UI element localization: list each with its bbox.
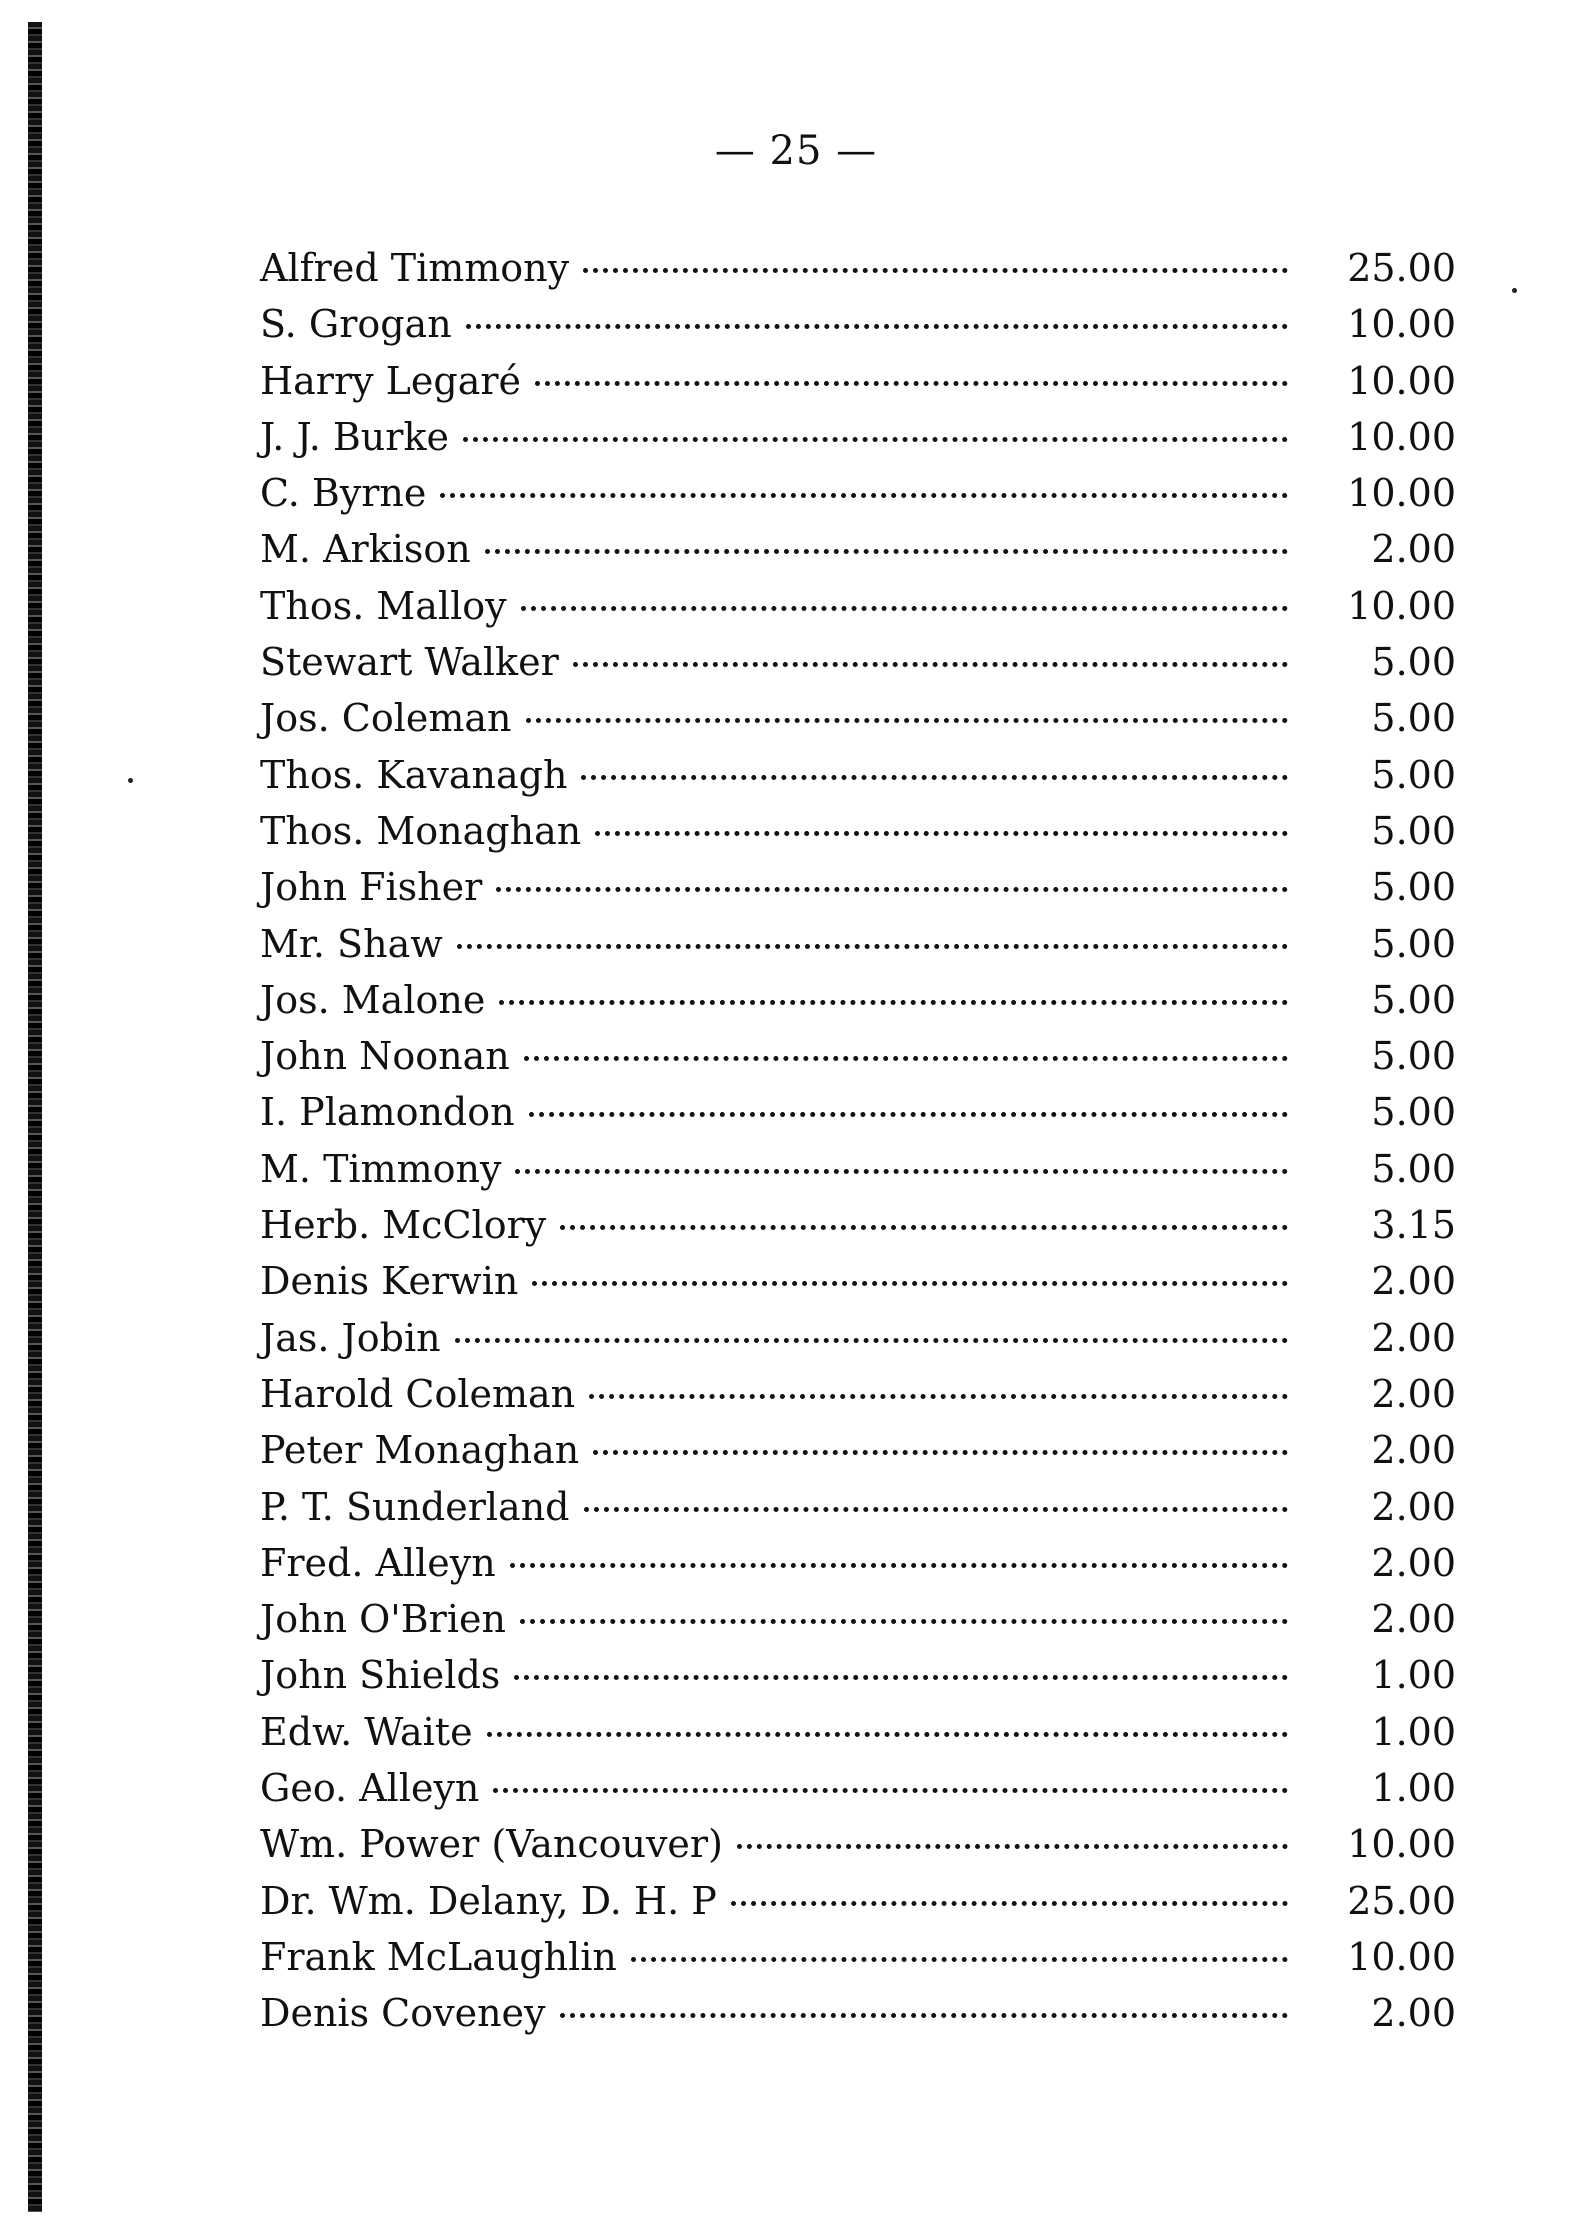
entry-amount: 5.00 xyxy=(1371,1146,1456,1191)
entry-amount: 5.00 xyxy=(1371,865,1456,910)
list-item xyxy=(260,1704,1456,1760)
dot-leader xyxy=(524,1056,1288,1061)
dot-leader xyxy=(493,1788,1288,1793)
dot-leader xyxy=(526,718,1288,723)
entry-amount: 10.00 xyxy=(1347,302,1456,347)
list-item xyxy=(260,916,1456,972)
list-item xyxy=(260,803,1456,859)
entry-name: John Shields xyxy=(260,1653,501,1698)
entry-amount: 5.00 xyxy=(1371,696,1456,741)
list-item xyxy=(260,1028,1456,1084)
entry-name: Denis Coveney xyxy=(260,1991,546,2036)
entry-name: I. Plamondon xyxy=(260,1090,515,1135)
entry-amount: 2.00 xyxy=(1371,1315,1456,1360)
entry-name: Peter Monaghan xyxy=(260,1428,580,1473)
list-item xyxy=(260,1591,1456,1647)
entry-amount: 25.00 xyxy=(1347,246,1456,290)
list-item xyxy=(260,1422,1456,1478)
entry-amount: 5.00 xyxy=(1371,640,1456,685)
entry-amount: 1.00 xyxy=(1371,1653,1456,1698)
dot-leader xyxy=(440,493,1288,498)
dot-leader xyxy=(485,549,1288,554)
entry-name: Jos. Malone xyxy=(260,977,486,1022)
list-item xyxy=(260,465,1456,521)
entry-amount: 10.00 xyxy=(1347,358,1456,403)
dot-leader xyxy=(532,1281,1288,1286)
entry-name: Alfred Timmony xyxy=(260,246,570,290)
dot-leader xyxy=(584,1507,1288,1512)
entry-name: Edw. Waite xyxy=(260,1709,473,1754)
list-item xyxy=(260,1929,1456,1985)
list-item xyxy=(260,859,1456,915)
dot-leader xyxy=(463,437,1288,442)
list-item xyxy=(260,1985,1456,2041)
binding-edge xyxy=(28,22,42,2212)
entry-name: Wm. Power (Vancouver) xyxy=(260,1822,723,1867)
entry-name: Harold Coleman xyxy=(260,1371,576,1416)
entry-name: Herb. McClory xyxy=(260,1203,547,1248)
list-item xyxy=(260,690,1456,746)
list-item xyxy=(260,1253,1456,1309)
dot-leader xyxy=(487,1732,1288,1737)
list-item xyxy=(260,353,1456,409)
dot-leader xyxy=(583,268,1288,273)
dot-leader xyxy=(560,2013,1288,2018)
dot-leader xyxy=(496,887,1288,892)
entry-name: Fred. Alleyn xyxy=(260,1540,496,1585)
entry-amount: 5.00 xyxy=(1371,1034,1456,1079)
entry-amount: 2.00 xyxy=(1371,1540,1456,1585)
dot-leader xyxy=(631,1957,1288,1962)
dot-leader xyxy=(593,1450,1288,1455)
list-item xyxy=(260,747,1456,803)
entry-name: Jos. Coleman xyxy=(260,696,512,741)
dot-leader xyxy=(521,606,1288,611)
list-item xyxy=(260,1366,1456,1422)
entry-name: Thos. Monaghan xyxy=(260,808,582,853)
page-number: — 25 — xyxy=(714,128,878,174)
entry-amount: 2.00 xyxy=(1371,1484,1456,1529)
entry-amount: 5.00 xyxy=(1371,752,1456,797)
list-item xyxy=(260,1479,1456,1535)
entry-name: Harry Legaré xyxy=(260,358,522,403)
entry-amount: 2.00 xyxy=(1371,527,1456,572)
dot-leader xyxy=(510,1563,1288,1568)
entry-amount: 1.00 xyxy=(1371,1766,1456,1811)
list-item xyxy=(260,1535,1456,1591)
list-item xyxy=(260,634,1456,690)
dot-leader xyxy=(560,1225,1288,1230)
entry-name: M. Arkison xyxy=(260,527,471,572)
entry-amount: 10.00 xyxy=(1347,1934,1456,1979)
entry-name: Mr. Shaw xyxy=(260,921,443,966)
entry-amount: 1.00 xyxy=(1371,1709,1456,1754)
list-item xyxy=(260,1310,1456,1366)
entry-amount: 5.00 xyxy=(1371,977,1456,1022)
list-item xyxy=(260,1873,1456,1929)
entry-name: Thos. Kavanagh xyxy=(260,752,568,797)
list-item xyxy=(260,1197,1456,1253)
entry-name: S. Grogan xyxy=(260,302,452,347)
entry-name: P. T. Sunderland xyxy=(260,1484,570,1529)
list-item xyxy=(260,972,1456,1028)
list-item xyxy=(260,240,1456,296)
list-item xyxy=(260,1141,1456,1197)
list-item xyxy=(260,1816,1456,1872)
dot-leader xyxy=(520,1619,1288,1624)
dot-leader xyxy=(595,831,1288,836)
entry-name: Dr. Wm. Delany, D. H. P xyxy=(260,1878,717,1923)
entry-name: Jas. Jobin xyxy=(260,1315,441,1360)
entry-amount: 2.00 xyxy=(1371,1259,1456,1304)
dot-leader xyxy=(529,1112,1288,1117)
dot-leader xyxy=(737,1844,1288,1849)
entry-name: Frank McLaughlin xyxy=(260,1934,617,1979)
entry-amount: 25.00 xyxy=(1347,1878,1456,1923)
entry-name: Denis Kerwin xyxy=(260,1259,519,1304)
print-speck xyxy=(128,778,133,783)
dot-leader xyxy=(499,1000,1288,1005)
entry-amount: 2.00 xyxy=(1371,1991,1456,2036)
list-item xyxy=(260,1760,1456,1816)
print-speck xyxy=(1512,288,1517,293)
entry-name: M. Timmony xyxy=(260,1146,502,1191)
entry-name: John O'Brien xyxy=(260,1597,506,1642)
entry-amount: 5.00 xyxy=(1371,808,1456,853)
subscription-list xyxy=(260,240,1456,2042)
dot-leader xyxy=(466,324,1288,329)
dot-leader xyxy=(573,662,1288,667)
dot-leader xyxy=(535,381,1288,386)
entry-name: Thos. Malloy xyxy=(260,583,507,628)
entry-name: Geo. Alleyn xyxy=(260,1766,480,1811)
entry-name: C. Byrne xyxy=(260,471,427,516)
entry-amount: 5.00 xyxy=(1371,921,1456,966)
entry-amount: 2.00 xyxy=(1371,1428,1456,1473)
entry-name: Stewart Walker xyxy=(260,640,559,685)
entry-name: John Noonan xyxy=(260,1034,510,1079)
entry-amount: 10.00 xyxy=(1347,471,1456,516)
entry-amount: 10.00 xyxy=(1347,414,1456,459)
dot-leader xyxy=(731,1901,1288,1906)
list-item xyxy=(260,578,1456,634)
dot-leader xyxy=(457,944,1288,949)
dot-leader xyxy=(589,1394,1288,1399)
entry-name: John Fisher xyxy=(260,865,483,910)
entry-amount: 2.00 xyxy=(1371,1597,1456,1642)
entry-amount: 10.00 xyxy=(1347,1822,1456,1867)
entry-amount: 3.15 xyxy=(1371,1203,1456,1248)
entry-amount: 5.00 xyxy=(1371,1090,1456,1135)
dot-leader xyxy=(581,775,1288,780)
entry-name: J. J. Burke xyxy=(260,414,449,459)
list-item xyxy=(260,1084,1456,1140)
entry-amount: 10.00 xyxy=(1347,583,1456,628)
entry-amount: 2.00 xyxy=(1371,1371,1456,1416)
dot-leader xyxy=(455,1338,1288,1343)
list-item xyxy=(260,521,1456,577)
list-item xyxy=(260,409,1456,465)
dot-leader xyxy=(515,1169,1288,1174)
dot-leader xyxy=(514,1675,1288,1680)
list-item xyxy=(260,1647,1456,1703)
list-item xyxy=(260,296,1456,352)
